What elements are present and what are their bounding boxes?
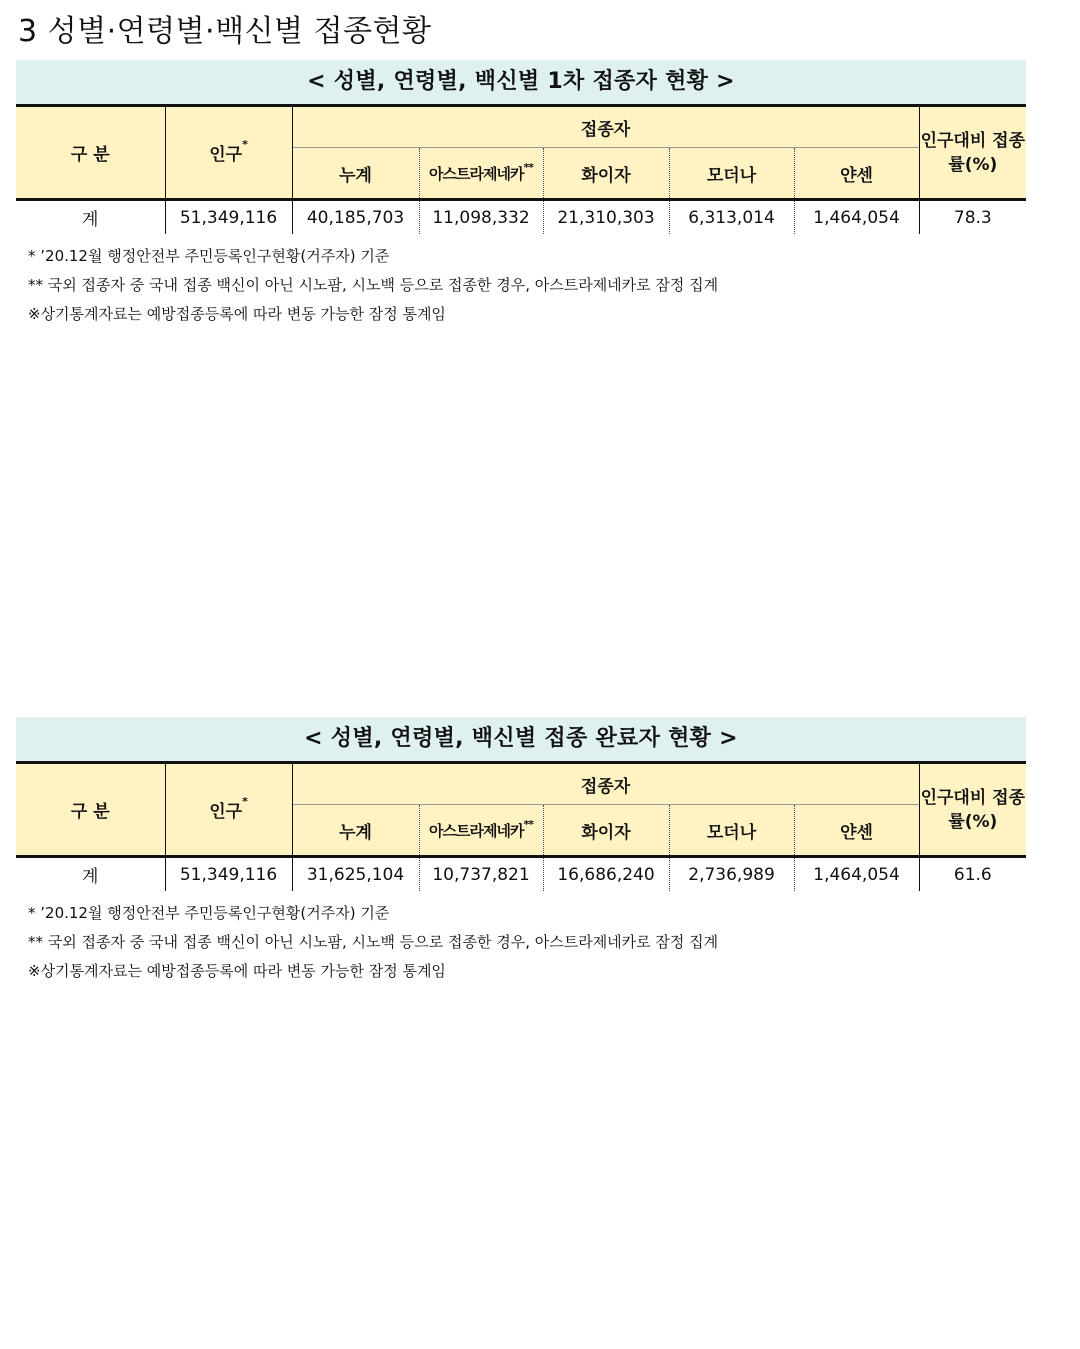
moderna-cell: 2,736,989 (669, 857, 794, 892)
row-label: 계 (16, 200, 165, 235)
astrazeneca-cell: 11,098,332 (419, 200, 543, 235)
ratio-cell: 61.6 (919, 857, 1026, 892)
table-caption: < 성별, 연령별, 백신별 접종 완료자 현황 > (16, 717, 1026, 761)
astrazeneca-footnote-mark: ** (523, 817, 533, 831)
footnote: ** 국외 접종자 중 국내 접종 백신이 아닌 시노팜, 시노백 등으로 접종한 경우, 아스트라제네카로 잠정 집계 (28, 933, 719, 951)
cumulative-cell: 31,625,104 (292, 857, 419, 892)
footnote: ※상기통계자료는 예방접종등록에 따라 변동 가능한 잠정 통계임 (28, 305, 446, 323)
population-footnote-mark: * (242, 795, 248, 808)
total-row (16, 200, 1026, 235)
population-footnote-mark: * (242, 138, 248, 151)
vaccination-table (16, 104, 1026, 234)
pfizer-cell: 16,686,240 (543, 857, 669, 892)
astrazeneca-header-label: 아스트라제네카 (429, 821, 524, 840)
janssen-cell: 1,464,054 (794, 200, 919, 235)
header-row (16, 763, 1026, 805)
footnotes (16, 899, 1026, 986)
total-row (16, 857, 1026, 892)
janssen-header: 얀센 (794, 805, 919, 857)
footnote: ** 국외 접종자 중 국내 접종 백신이 아닌 시노팜, 시노백 등으로 접종한 경우, 아스트라제네카로 잠정 집계 (28, 276, 719, 294)
population-cell: 51,349,116 (165, 857, 292, 892)
astrazeneca-header (419, 148, 543, 200)
moderna-cell: 6,313,014 (669, 200, 794, 235)
astrazeneca-footnote-mark: ** (523, 160, 533, 174)
astrazeneca-header (419, 805, 543, 857)
ratio-header: 인구대비 접종률(%) (919, 763, 1026, 857)
page-title: 3 성별·연령별·백신별 접종현황 (18, 14, 432, 49)
row-label: 계 (16, 857, 165, 892)
vaccination-table (16, 761, 1026, 891)
vaccinated-header: 접종자 (292, 106, 919, 148)
category-header: 구 분 (16, 106, 165, 200)
category-header: 구 분 (16, 763, 165, 857)
population-header (165, 106, 292, 200)
fully-vaccinated-section (16, 717, 1026, 986)
vaccinated-header: 접종자 (292, 763, 919, 805)
footnote: * ’20.12월 행정안전부 주민등록인구현황(거주자) 기준 (28, 247, 390, 265)
janssen-header: 얀센 (794, 148, 919, 200)
cumulative-header: 누계 (292, 805, 419, 857)
footnotes (16, 242, 1026, 329)
pfizer-header: 화이자 (543, 805, 669, 857)
footnote: * ’20.12월 행정안전부 주민등록인구현황(거주자) 기준 (28, 904, 390, 922)
footnote: ※상기통계자료는 예방접종등록에 따라 변동 가능한 잠정 통계임 (28, 962, 446, 980)
population-header-label: 인구 (209, 802, 243, 822)
cumulative-cell: 40,185,703 (292, 200, 419, 235)
population-cell: 51,349,116 (165, 200, 292, 235)
table-caption: < 성별, 연령별, 백신별 1차 접종자 현황 > (16, 60, 1026, 104)
header-row (16, 106, 1026, 148)
pfizer-cell: 21,310,303 (543, 200, 669, 235)
population-header (165, 763, 292, 857)
janssen-cell: 1,464,054 (794, 857, 919, 892)
ratio-cell: 78.3 (919, 200, 1026, 235)
pfizer-header: 화이자 (543, 148, 669, 200)
first-dose-section (16, 60, 1026, 329)
cumulative-header: 누계 (292, 148, 419, 200)
ratio-header: 인구대비 접종률(%) (919, 106, 1026, 200)
moderna-header: 모더나 (669, 148, 794, 200)
astrazeneca-cell: 10,737,821 (419, 857, 543, 892)
moderna-header: 모더나 (669, 805, 794, 857)
astrazeneca-header-label: 아스트라제네카 (429, 164, 524, 183)
population-header-label: 인구 (209, 145, 243, 165)
